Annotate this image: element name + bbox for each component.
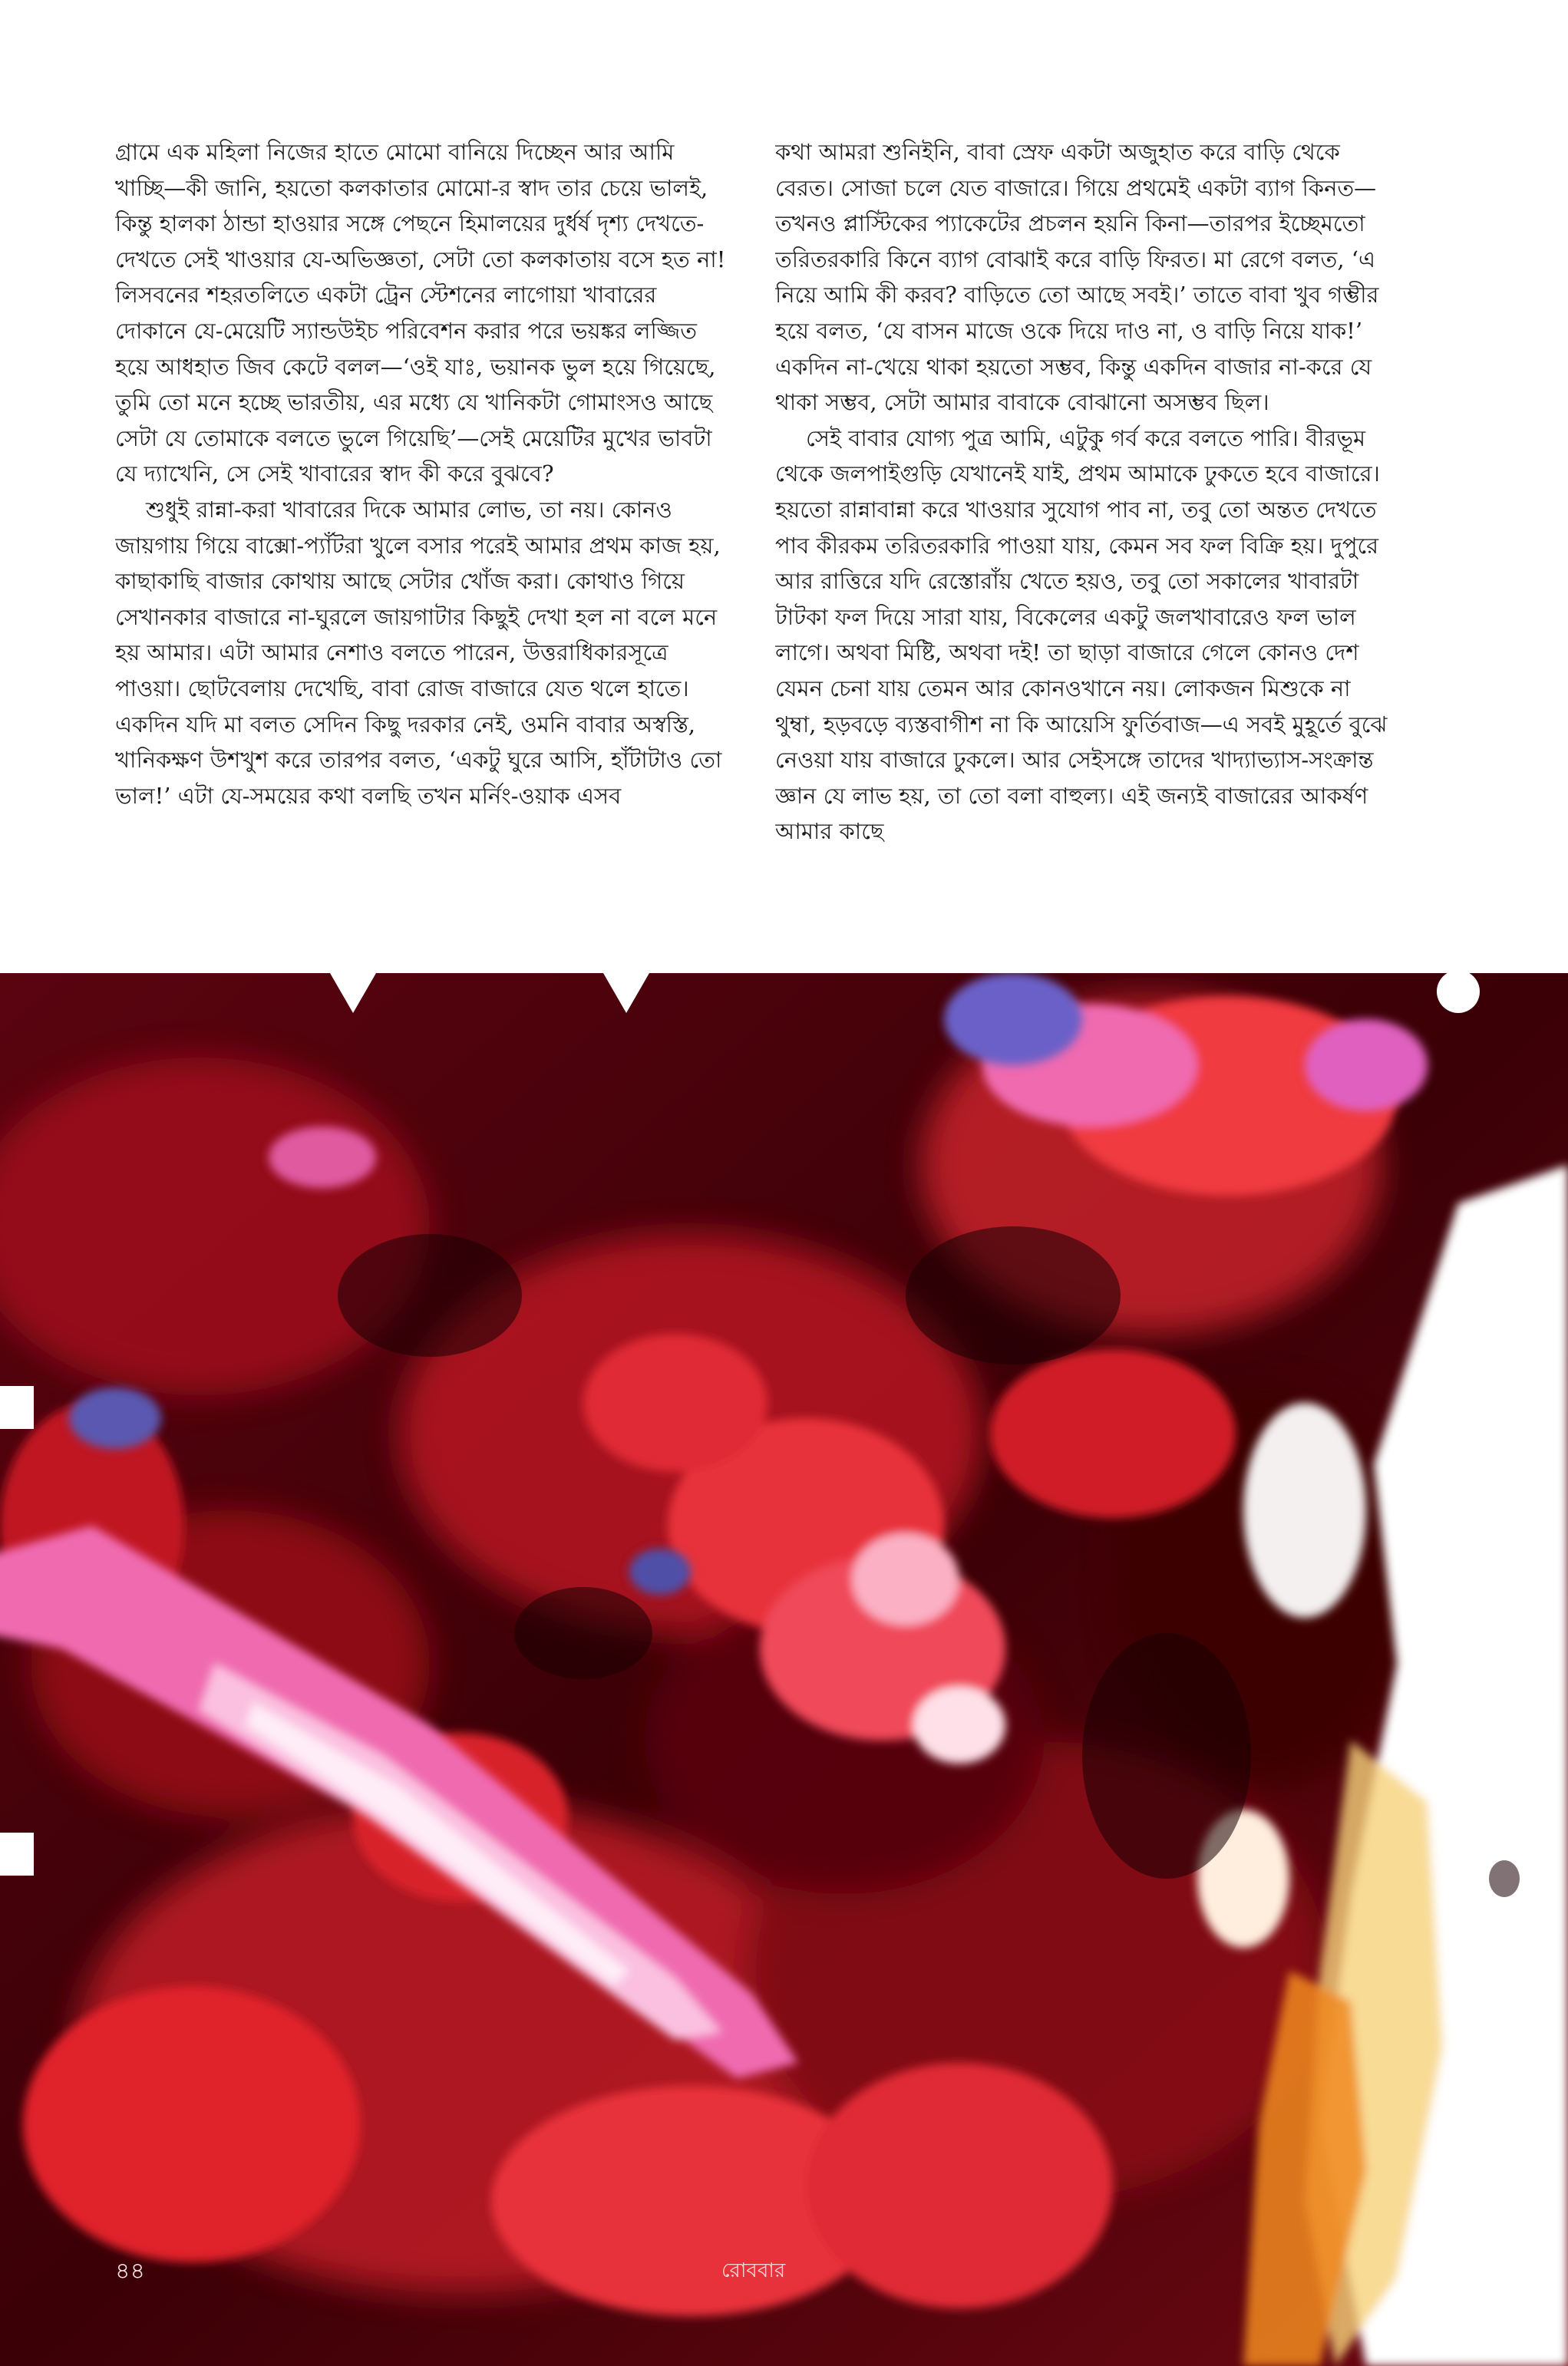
page-number: ৪৪ xyxy=(115,2258,145,2285)
publication-name: রোববার xyxy=(721,2259,786,2282)
photo-top-notches xyxy=(0,973,1568,1027)
article-column-right xyxy=(775,134,1389,925)
article-body xyxy=(115,134,1389,925)
paragraph: গ্রামে এক মহিলা নিজের হাতে মোমো বানিয়ে দিচ্ছেন আর আমি খাচ্ছি—কী জানি, হয়তো কলকাতার মোমো-র স্বাদ তার চেয়ে ভালই, কিন্তু হালকা ঠান্ডা হাওয়ার সঙ্গে পেছনে হিমালয়ের দুর্ধর্ষ দৃশ্য দেখতে-দেখতে সেই খাওয়ার যে-অভিজ্ঞতা, সেটা তো কলকাতায় বসে হত না! লিসবনের শহরতলিতে একটা ট্রেন স্টেশনের লাগোয়া খাবারের দোকানে যে-মেয়েটি স্যান্ডউইচ পরিবেশন করার পরে ভয়ঙ্কর লজ্জিত হয়ে আধহাত জিব কেটে বলল—‘ওই যাঃ, ভয়ানক ভুল হয়ে গিয়েছে, তুমি তো মনে হচ্ছে ভারতীয়, এর মধ্যে যে খানিকটা গোমাংসও আছে সেটা যে তোমাকে বলতে ভুলে গিয়েছি’—সেই মেয়েটির মুখের ভাবটা যে দ্যাখেনি, সে সেই খাবারের স্বাদ কী করে বুঝবে? xyxy=(115,139,726,487)
paragraph: শুধুই রান্না-করা খাবারের দিকে আমার লোভ, তা নয়। কোনও জায়গায় গিয়ে বাক্সো-প্যাঁটরা খুলে বসার পরেই আমার প্রথম কাজ হয়, কাছাকাছি বাজার কোথায় আছে সেটার খোঁজ করা। কোথাও গিয়ে সেখানকার বাজারে না-ঘুরলে জায়গাটার কিছুই দেখা হল না বলে মনে হয় আমার। এটা আমার নেশাও বলতে পারেন, উত্তরাধিকারসূত্রে পাওয়া। ছোটবেলায় দেখেছি, বাবা রোজ বাজারে যেত থলে হাতে। একদিন যদি মা বলত সেদিন কিছু দরকার নেই, ওমনি বাবার অস্বস্তি, খানিকক্ষণ উশখুশ করে তারপর বলত, ‘একটু ঘুরে আসি, হাঁটাটাও তো ভাল!’ এটা যে-সময়ের কথা বলছি তখন মর্নিং-ওয়াক এসব xyxy=(115,496,722,809)
photo-edge-notch xyxy=(0,1833,34,1876)
paragraph: কথা আমরা শুনিইনি, বাবা স্রেফ একটা অজুহাত করে বাড়ি থেকে বেরত। সোজা চলে যেত বাজারে। গিয়ে প্রথমেই একটা ব্যাগ কিনত—তখনও প্লাস্টিকের প্যাকেটের প্রচলন হয়নি কিনা—তারপর ইচ্ছেমতো তরিতরকারি কিনে ব্যাগ বোঝাই করে বাড়ি ফিরত। মা রেগে বলত, ‘এ নিয়ে আমি কী করব? বাড়িতে তো আছে সবই।’ তাতে বাবা খুব গম্ভীর হয়ে বলত, ‘যে বাসন মাজে ওকে দিয়ে দাও না, ও বাড়ি নিয়ে যাক!’ একদিন না-খেয়ে থাকা হয়তো সম্ভব, কিন্তু একদিন বাজার না-করে যে থাকা সম্ভব, সেটা আমার বাবাকে বোঝানো অসম্ভব ছিল। xyxy=(775,139,1379,416)
abstract-red-photo xyxy=(0,973,1568,2366)
paragraph: সেই বাবার যোগ্য পুত্র আমি, এটুকু গর্ব করে বলতে পারি। বীরভূম থেকে জলপাইগুড়ি যেখানেই যাই, প্রথম আমাকে ঢুকতে হবে বাজারে। হয়তো রান্নাবান্না করে খাওয়ার সুযোগ পাব না, তবু তো অন্তত দেখতে পাব কীরকম তরিতরকারি পাওয়া যায়, কেমন সব ফল বিক্রি হয়। দুপুরে আর রাত্তিরে যদি রেস্তোরাঁয় খেতে হয়ও, তবু তো সকালের খাবারটা টাটকা ফল দিয়ে সারা যায়, বিকেলের একটু জলখাবারেও ফল ভাল লাগে। অথবা মিষ্টি, অথবা দই! তা ছাড়া বাজারে গেলে কোনও দেশ যেমন চেনা যায় তেমন আর কোনওখানে নয়। লোকজন মিশুকে না থুম্বা, হড়বড়ে ব্যস্তবাগীশ না কি আয়েসি ফুর্তিবাজ—এ সবই মুহূর্তে বুঝে নেওয়া যায় বাজারে ঢুকলে। আর সেইসঙ্গে তাদের খাদ্যাভ্যাস-সংক্রান্ত জ্ঞান যে লাভ হয়, তা তো বলা বাহুল্য। এই জন্যই বাজারের আকর্ষণ আমার কাছে xyxy=(775,424,1388,845)
article-column-left xyxy=(115,134,729,925)
photo-edge-notch xyxy=(0,1386,34,1429)
